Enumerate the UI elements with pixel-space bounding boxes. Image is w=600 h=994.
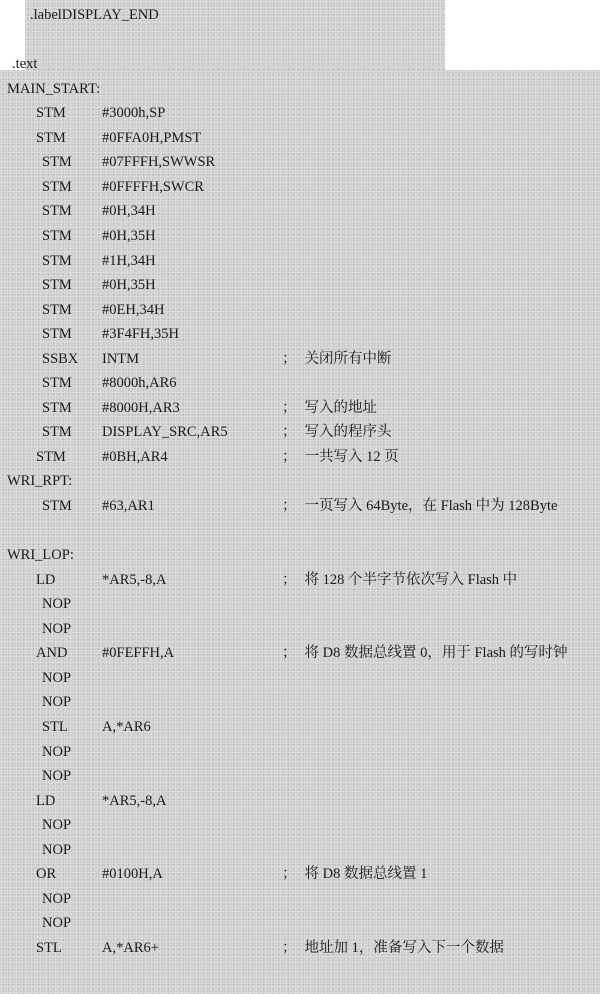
code-line	[0, 101, 600, 125]
code-line	[0, 322, 600, 346]
comment-text: 写入的程序头	[304, 424, 392, 441]
operands: A,*AR6	[102, 718, 151, 735]
operands: #0FFFFH,SWCR	[102, 178, 204, 195]
code-label-line	[0, 469, 600, 493]
code-line	[0, 789, 600, 813]
code-line	[0, 813, 600, 837]
mnemonic: NOP	[42, 890, 72, 907]
operands: #0BH,AR4	[102, 448, 168, 465]
comment-marker: ；	[282, 571, 297, 588]
operands: #0100H,A	[102, 866, 163, 883]
code-line	[0, 911, 600, 935]
comment-marker: ；	[282, 350, 297, 367]
operands: #8000h,AR6	[102, 375, 177, 392]
mnemonic: OR	[36, 866, 57, 883]
comment-text: 写入的地址	[304, 399, 377, 416]
comment-text: 将 128 个半字节依次写入 Flash 中	[304, 571, 518, 588]
code-line	[0, 52, 600, 76]
operands: #0EH,34H	[102, 301, 165, 318]
code-label: WRI_RPT:	[7, 473, 73, 490]
code-line	[0, 568, 600, 592]
code-line	[0, 690, 600, 714]
mnemonic: NOP	[42, 669, 72, 686]
comment-text: 地址加 1，准备写入下一个数据	[304, 939, 504, 956]
operands: #1H,34H	[102, 252, 156, 269]
code-comment	[282, 347, 392, 371]
operands: DISPLAY_SRC,AR5	[102, 424, 228, 441]
mnemonic: NOP	[42, 620, 72, 637]
comment-text: 关闭所有中断	[304, 350, 392, 367]
operands: *AR5,-8,A	[102, 571, 167, 588]
mnemonic: NOP	[42, 694, 72, 711]
comment-marker: ；	[282, 939, 297, 956]
code-line	[0, 887, 600, 911]
operands: #07FFFH,SWWSR	[102, 154, 216, 171]
comment-text: 一共写入 12 页	[304, 448, 399, 465]
mnemonic: STM	[36, 129, 66, 146]
mnemonic: NOP	[42, 743, 72, 760]
comment-marker: ；	[282, 498, 297, 514]
mnemonic: STM	[42, 498, 72, 514]
operands: INTM	[102, 350, 140, 367]
code-blank-line	[0, 28, 600, 52]
mnemonic: SSBX	[42, 350, 79, 367]
operands: #63,AR1	[102, 498, 155, 514]
code-line	[0, 862, 600, 886]
mnemonic: STM	[42, 326, 72, 343]
comment-text: 将 D8 数据总线置 0，用于 Flash 的写时钟	[304, 645, 568, 662]
mnemonic: STM	[42, 375, 72, 392]
operands: #0FEFFH,A	[102, 645, 175, 662]
code-label: MAIN_START:	[7, 80, 101, 97]
code-comment	[282, 641, 568, 665]
operands: *AR5,-8,A	[102, 792, 167, 809]
comment-text: 将 D8 数据总线置 1	[304, 866, 428, 883]
code-comment	[282, 420, 392, 444]
mnemonic: STL	[42, 718, 68, 735]
code-line	[0, 175, 600, 199]
code-line	[0, 641, 600, 665]
mnemonic: STM	[42, 178, 72, 195]
code-label: WRI_LOP:	[7, 547, 74, 564]
code-comment	[282, 862, 427, 886]
code-line	[0, 715, 600, 739]
code-line	[0, 347, 600, 371]
code-label-line	[0, 543, 600, 567]
code-label-line	[0, 77, 600, 101]
mnemonic: STM	[42, 252, 72, 269]
mnemonic: STM	[42, 203, 72, 220]
code-line	[0, 249, 600, 273]
code-line	[0, 666, 600, 690]
code-line	[0, 838, 600, 862]
operands: #0H,35H	[102, 277, 156, 294]
code-line	[0, 740, 600, 764]
code-line	[0, 298, 600, 322]
code-line	[0, 396, 600, 420]
mnemonic: STM	[42, 227, 72, 244]
operands: #3000h,SP	[102, 105, 166, 122]
code-line	[0, 199, 600, 223]
operands: A,*AR6+	[102, 939, 159, 956]
code-line	[0, 224, 600, 248]
operands: #0H,35H	[102, 227, 156, 244]
code-line	[0, 445, 600, 469]
mnemonic: STM	[36, 105, 66, 122]
mnemonic: STM	[42, 277, 72, 294]
code-line	[0, 126, 600, 150]
code-comment	[282, 445, 399, 469]
mnemonic: NOP	[42, 817, 72, 834]
mnemonic: LD	[36, 571, 56, 588]
code-line	[0, 494, 600, 518]
code-line	[0, 592, 600, 616]
code-line	[0, 3, 600, 27]
mnemonic: LD	[36, 792, 56, 809]
code-line	[0, 273, 600, 297]
code-line	[0, 150, 600, 174]
code-comment	[282, 494, 557, 518]
operands: #3F4FH,35H	[102, 326, 179, 343]
operands: #8000H,AR3	[102, 399, 180, 416]
code-blank-line	[0, 519, 600, 543]
mnemonic: AND	[36, 645, 68, 662]
code-comment	[282, 396, 377, 420]
operands: #0H,34H	[102, 203, 156, 220]
code-comment	[282, 936, 504, 960]
mnemonic: STM	[42, 424, 72, 441]
comment-marker: ；	[282, 399, 297, 416]
mnemonic: NOP	[42, 768, 72, 785]
mnemonic: .text	[12, 56, 38, 73]
code-line	[0, 764, 600, 788]
mnemonic: STL	[36, 939, 62, 956]
comment-marker: ；	[282, 645, 297, 662]
code-line	[0, 420, 600, 444]
mnemonic: STM	[36, 448, 66, 465]
mnemonic: STM	[42, 154, 72, 171]
code-line	[0, 936, 600, 960]
mnemonic: NOP	[42, 596, 72, 613]
mnemonic: .labelDISPLAY_END	[30, 7, 159, 23]
mnemonic: STM	[42, 399, 72, 416]
operands: #0FFA0H,PMST	[102, 129, 202, 146]
code-line	[0, 617, 600, 641]
comment-marker: ；	[282, 448, 297, 465]
mnemonic: NOP	[42, 915, 72, 932]
mnemonic: STM	[42, 301, 72, 318]
mnemonic: NOP	[42, 841, 72, 858]
comment-marker: ；	[282, 424, 297, 441]
comment-marker: ；	[282, 866, 297, 883]
comment-text: 一页写入 64Byte，在 Flash 中为 128Byte	[304, 498, 558, 514]
code-line	[0, 371, 600, 395]
code-comment	[282, 568, 517, 592]
